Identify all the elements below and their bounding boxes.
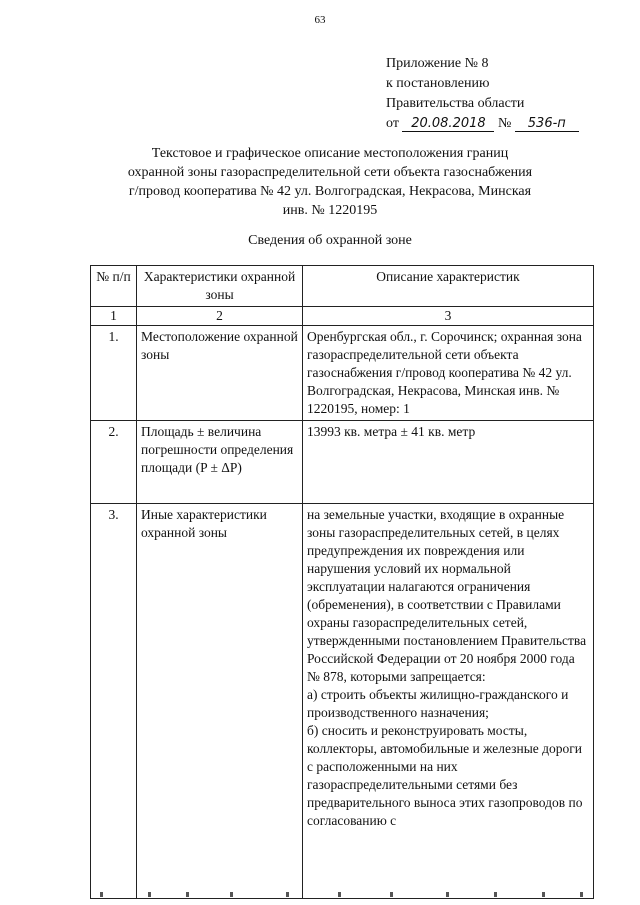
row-characteristic: Местоположение охранной зоны — [137, 326, 303, 421]
title-line: г/провод кооператива № 42 ул. Волгоградская, Некрасова, Минская — [128, 184, 532, 199]
scan-artifact — [90, 892, 593, 900]
row-number: 3. — [91, 504, 137, 899]
title-line: охранной зоны газораспределительной сети объекта газоснабжения — [127, 165, 533, 180]
header-cell-number: № п/п — [91, 266, 137, 307]
table-header-row — [91, 266, 594, 307]
title-line: Текстовое и графическое описание местоположения границ — [151, 146, 509, 161]
table-row — [91, 326, 594, 421]
section-subtitle: Сведения об охранной зоне — [248, 233, 412, 248]
row-description: 13993 кв. метра ± 41 кв. метр — [303, 421, 594, 504]
appendix-line-government: Правительства области — [386, 96, 525, 111]
zone-table — [90, 265, 594, 899]
date-prefix: от — [386, 116, 399, 131]
index-cell: 2 — [137, 307, 303, 326]
index-cell: 1 — [91, 307, 137, 326]
header-cell-characteristics: Характеристики охранной зоны — [137, 266, 303, 307]
header-cell-description: Описание характеристик — [303, 266, 594, 307]
document-title — [80, 144, 580, 220]
handwritten-number: 536-п — [515, 117, 579, 132]
table-index-row — [91, 307, 594, 326]
table-row — [91, 421, 594, 504]
appendix-title: Приложение № 8 — [386, 56, 489, 71]
appendix-date-line — [386, 114, 579, 134]
appendix-line-resolution: к постановлению — [386, 76, 490, 91]
restriction-item-b: б) сносить и реконструировать мосты, коллекторы, автомобильные и железные дороги с расположенными на них газораспределительными сетями без предварительного выноса этих газопроводов по согласованию с — [307, 723, 583, 828]
row-characteristic: Иные характеристики охранной зоны — [137, 504, 303, 899]
restriction-item-a: а) строить объекты жилищно-гражданского и производственного назначения; — [307, 687, 569, 720]
page-number: 63 — [314, 14, 326, 26]
description-paragraph: на земельные участки, входящие в охранные зоны газораспределительных сетей, в целях предупреждения их повреждения или нарушения условий их нормальной эксплуатации налагаются ограничения (обременения), в соответствии с Правилами охраны газораспределительных сетей, утвержденными постановлением Правительства Российской Федерации от 20 ноября 2000 года № 878, которыми запрещается: — [307, 507, 587, 684]
handwritten-date: 20.08.2018 — [402, 117, 494, 132]
number-prefix: № — [497, 116, 512, 131]
row-number: 1. — [91, 326, 137, 421]
row-number: 2. — [91, 421, 137, 504]
table-row — [91, 504, 594, 899]
index-cell: 3 — [303, 307, 594, 326]
row-characteristic: Площадь ± величина погрешности определения площади (P ± ΔP) — [137, 421, 303, 504]
row-description — [303, 504, 594, 899]
title-line: инв. № 1220195 — [282, 203, 378, 218]
row-description: Оренбургская обл., г. Сорочинск; охранная зона газораспределительной сети объекта газоснабжения г/провод кооператива № 42 ул. Волгоградская, Некрасова, Минская инв. № 1220195, номер: 1 — [303, 326, 594, 421]
appendix-block — [386, 54, 579, 134]
